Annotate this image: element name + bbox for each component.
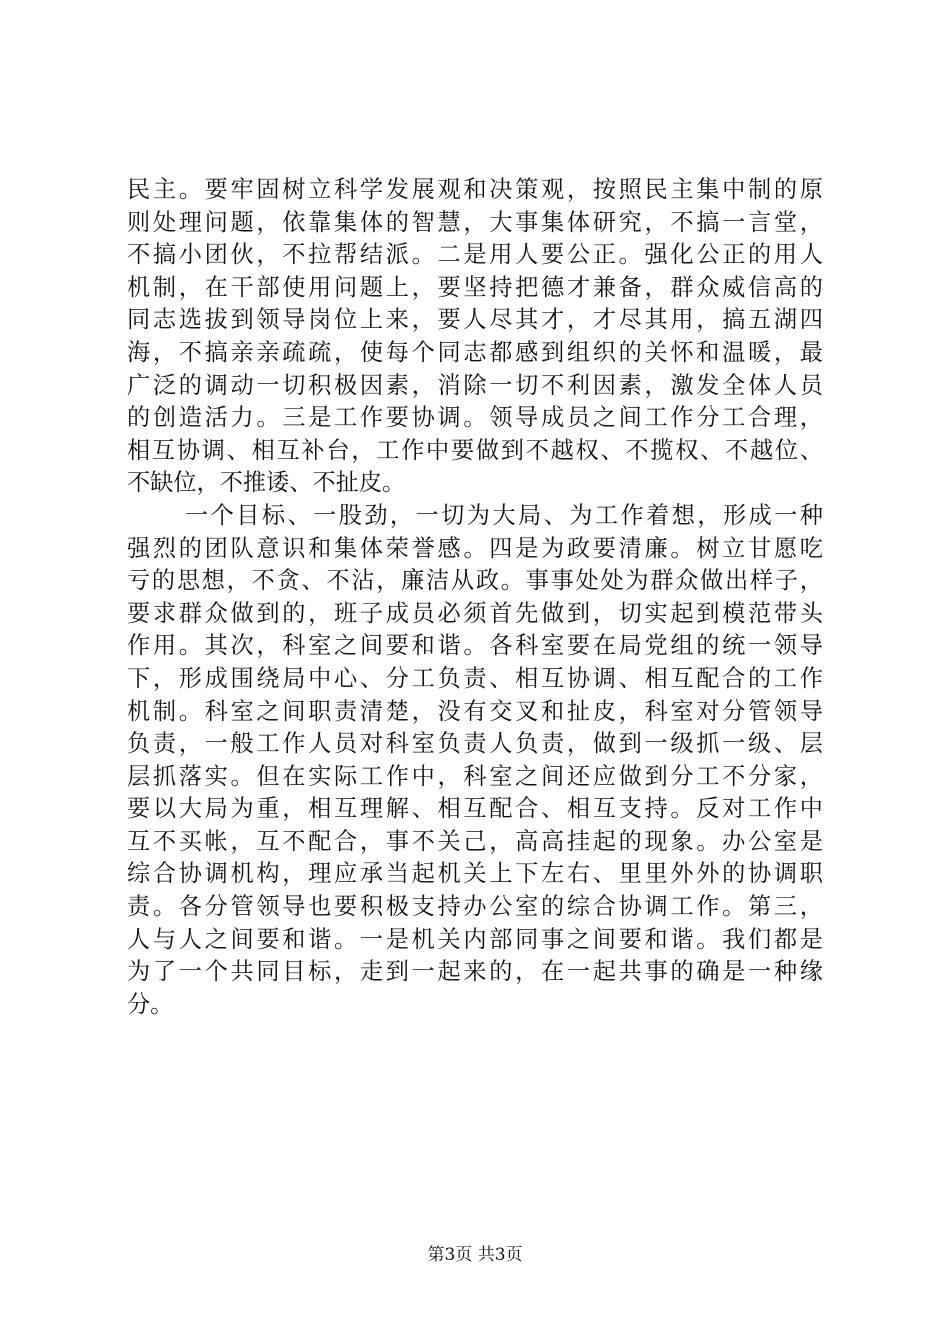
text-line: 强烈的团队意识和集体荣誉感。四是为政要清廉。树立甘愿吃 (127, 534, 823, 562)
text-line: 分。 (127, 990, 174, 1018)
document-body (127, 174, 823, 1021)
text-line: 海，不搞亲亲疏疏，使每个同志都感到组织的关怀和温暖，最 (127, 338, 823, 366)
text-line: 为了一个共同目标，走到一起来的，在一起共事的确是一种缘 (127, 958, 823, 986)
text-line: 机制，在干部使用问题上，要坚持把德才兼备，群众威信高的 (127, 273, 823, 301)
text-line: 不缺位，不推诿、不扯皮。 (127, 469, 406, 497)
text-line: 则处理问题，依靠集体的智慧，大事集体研究，不搞一言堂， (127, 208, 823, 236)
text-line: 相互协调、相互补台，工作中要做到不越权、不揽权、不越位、 (127, 436, 823, 464)
text-line: 要求群众做到的，班子成员必须首先做到，切实起到模范带头 (127, 599, 823, 627)
text-line: 综合协调机构，理应承当起机关上下左右、里里外外的协调职 (127, 860, 823, 888)
text-line: 同志选拔到领导岗位上来，要人尽其才，才尽其用，搞五湖四 (127, 306, 823, 334)
text-line: 作用。其次，科室之间要和谐。各科室要在局党组的统一领导 (127, 632, 823, 660)
text-line: 亏的思想，不贪、不沾，廉洁从政。事事处处为群众做出样子， (127, 567, 823, 595)
text-line: 一个目标、一股劲，一切为大局、为工作着想，形成一种 (185, 501, 823, 529)
text-line: 要以大局为重，相互理解、相互配合、相互支持。反对工作中 (127, 795, 823, 823)
text-line: 层抓落实。但在实际工作中，科室之间还应做到分工不分家， (127, 762, 823, 790)
paragraph-2 (127, 500, 823, 1022)
text-line: 互不买帐，互不配合，事不关己，高高挂起的现象。办公室是 (127, 827, 823, 855)
text-line: 民主。要牢固树立科学发展观和决策观，按照民主集中制的原 (127, 176, 823, 203)
text-line: 的创造活力。三是工作要协调。领导成员之间工作分工合理， (127, 404, 823, 432)
text-line: 机制。科室之间职责清楚，没有交叉和扯皮，科室对分管领导 (127, 697, 823, 725)
text-line: 责。各分管领导也要积极支持办公室的综合协调工作。第三， (127, 893, 823, 921)
text-line: 人与人之间要和谐。一是机关内部同事之间要和谐。我们都是 (127, 925, 823, 953)
text-line: 负责，一般工作人员对科室负责人负责，做到一级抓一级、层 (127, 730, 823, 758)
page-number-footer: 第3页 共3页 (427, 1245, 523, 1265)
text-line: 下，形成围绕局中心、分工负责、相互协调、相互配合的工作 (127, 664, 823, 692)
text-line: 不搞小团伙，不拉帮结派。二是用人要公正。强化公正的用人 (127, 241, 823, 269)
text-line: 广泛的调动一切积极因素，消除一切不利因素，激发全体人员 (127, 371, 823, 399)
paragraph-1 (127, 174, 823, 500)
